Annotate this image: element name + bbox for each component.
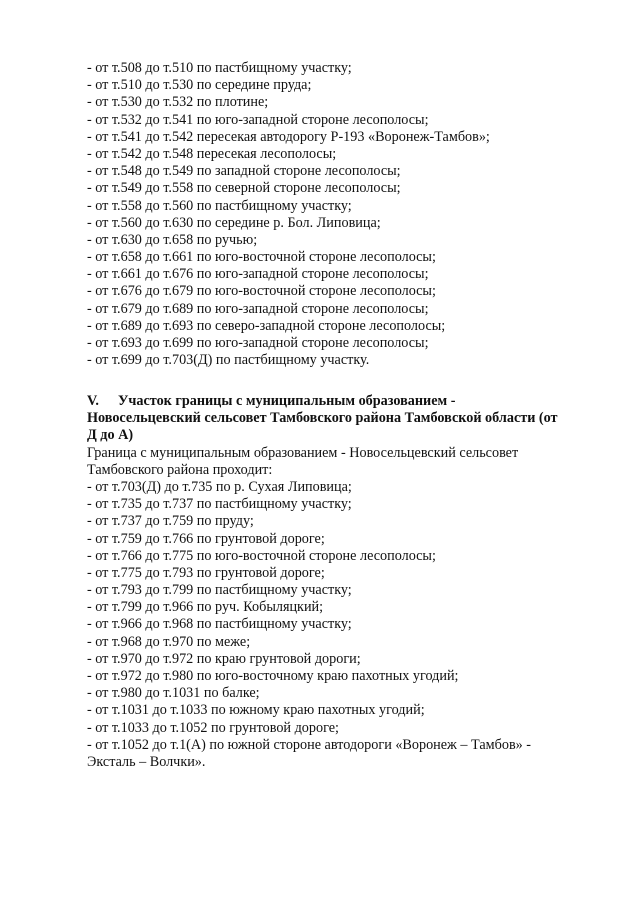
list-item: - от т.548 до т.549 по западной стороне лесополосы; bbox=[87, 163, 401, 180]
list-item: - от т.542 до т.548 пересекая лесополосы; bbox=[87, 145, 337, 162]
list-item: Эксталь – Волчки». bbox=[87, 753, 206, 770]
list-item: - от т.972 до т.980 по юго-восточному краю пахотных угодий; bbox=[87, 668, 459, 684]
list-item: - от т.735 до т.737 по пастбищному участку; bbox=[87, 496, 352, 513]
section-5 bbox=[87, 393, 587, 771]
list-item: - от т.510 до т.530 по середине пруда; bbox=[87, 77, 312, 94]
section-title-line-3: Д до А) bbox=[87, 427, 134, 444]
list-item: - от т.676 до т.679 по юго-восточной стороне лесополосы; bbox=[87, 283, 436, 300]
section-heading bbox=[87, 393, 587, 410]
list-item: - от т.775 до т.793 по грунтовой дороге; bbox=[87, 564, 325, 581]
list-item: - от т.560 до т.630 по середине р. Бол. Липовица; bbox=[87, 214, 381, 231]
list-item: - от т.549 до т.558 по северной стороне лесополосы; bbox=[87, 180, 401, 197]
list-item: - от т.1031 до т.1033 по южному краю пахотных угодий; bbox=[87, 702, 425, 719]
list-item: - от т.766 до т.775 по юго-восточной стороне лесополосы; bbox=[87, 547, 436, 564]
list-item: - от т.541 до т.542 пересекая автодорогу Р-193 «Воронеж-Тамбов»; bbox=[87, 128, 490, 145]
list-item: - от т.737 до т.759 по пруду; bbox=[87, 513, 254, 530]
list-item: - от т.1033 до т.1052 по грунтовой дороге; bbox=[87, 719, 339, 736]
list-item: - от т.693 до т.699 по юго-западной стороне лесополосы; bbox=[87, 335, 429, 351]
list-item: - от т.966 до т.968 по пастбищному участку; bbox=[87, 616, 352, 633]
list-item: - от т.508 до т.510 по пастбищному участку; bbox=[87, 60, 352, 76]
list-item: - от т.759 до т.766 по грунтовой дороге; bbox=[87, 530, 325, 547]
list-item: - от т.661 до т.676 по юго-западной стороне лесополосы; bbox=[87, 266, 429, 283]
list-item: - от т.970 до т.972 по краю грунтовой дороги; bbox=[87, 650, 361, 667]
list-item: - от т.799 до т.966 по руч. Кобыляцкий; bbox=[87, 599, 324, 616]
list-item: - от т.699 до т.703(Д) по пастбищному участку. bbox=[87, 352, 370, 369]
section-title-line-1: Участок границы с муниципальным образованием - bbox=[118, 393, 456, 409]
list-item: - от т.703(Д) до т.735 по р. Сухая Липовица; bbox=[87, 478, 352, 495]
list-item: - от т.558 до т.560 по пастбищному участку; bbox=[87, 197, 352, 214]
intro-line-2: Тамбовского района проходит: bbox=[87, 461, 273, 478]
list-item: - от т.679 до т.689 по юго-западной стороне лесополосы; bbox=[87, 300, 429, 317]
list-item: - от т.630 до т.658 по ручью; bbox=[87, 231, 258, 248]
list-item: - от т.968 до т.970 по меже; bbox=[87, 633, 251, 650]
list-item: - от т.532 до т.541 по юго-западной стороне лесополосы; bbox=[87, 111, 429, 128]
list-item: - от т.658 до т.661 по юго-восточной стороне лесополосы; bbox=[87, 249, 436, 266]
list-item: - от т.530 до т.532 по плотине; bbox=[87, 94, 269, 111]
list-item: - от т.793 до т.799 по пастбищному участку; bbox=[87, 582, 352, 599]
list-item: - от т.980 до т.1031 по балке; bbox=[87, 685, 260, 702]
section-4-list bbox=[87, 60, 587, 369]
section-number: V. bbox=[87, 393, 99, 409]
list-item: - от т.689 до т.693 по северо-западной стороне лесополосы; bbox=[87, 317, 446, 334]
list-item: - от т.1052 до т.1(А) по южной стороне автодороги «Воронеж – Тамбов» - bbox=[87, 736, 532, 753]
section-title-line-2: Новосельцевский сельсовет Тамбовского района Тамбовской области (от bbox=[87, 410, 558, 427]
intro-line-1: Граница с муниципальным образованием - Новосельцевский сельсовет bbox=[87, 444, 519, 461]
